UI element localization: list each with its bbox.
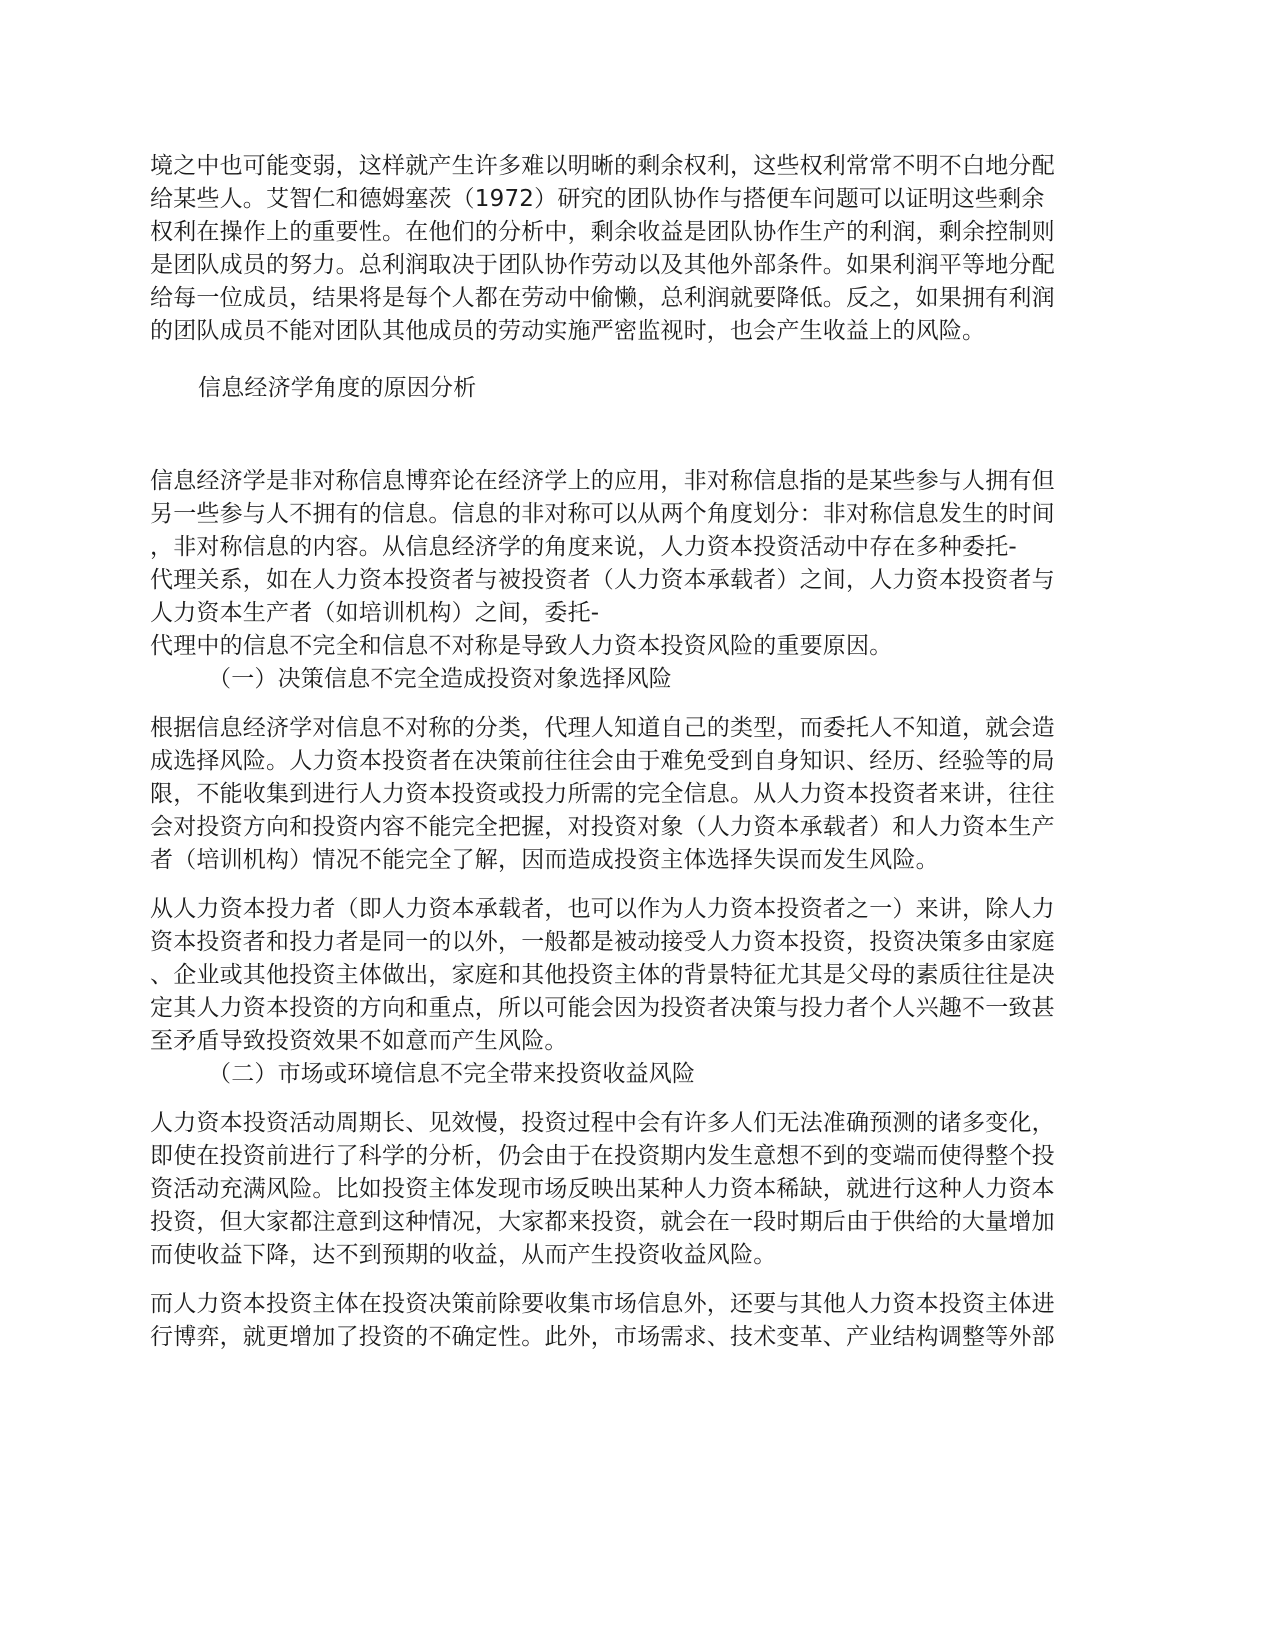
text-line: 人力资本生产者（如培训机构）之间，委托- [150,600,600,626]
text-line: 定其人力资本投资的方向和重点，所以可能会因为投资者决策与投力者个人兴趣不一致甚 [150,995,1055,1021]
document-page [150,150,1125,1354]
text-line: 给某些人。艾智仁和德姆塞茨（1972）研究的团队协作与搭便车问题可以证明这些剩余 [150,186,1045,212]
text-line: 根据信息经济学对信息不对称的分类，代理人知道自己的类型，而委托人不知道，就会造 [150,715,1055,741]
text-line: 另一些参与人不拥有的信息。信息的非对称可以从两个角度划分：非对称信息发生的时间 [150,501,1055,527]
text-line: 代理中的信息不完全和信息不对称是导致人力资本投资风险的重要原因。 [150,633,893,659]
text-line: 会对投资方向和投资内容不能完全把握，对投资对象（人力资本承载者）和人力资本生产 [150,814,1055,840]
paragraph-selection-risk [150,712,1125,877]
text-line: 权利在操作上的重要性。在他们的分析中，剩余收益是团队协作生产的利润，剩余控制则 [150,219,1055,245]
text-line: 资活动充满风险。比如投资主体发现市场反映出某种人力资本稀缺，就进行这种人力资本 [150,1176,1055,1202]
paragraph-return-risk [150,1107,1125,1272]
subsection-heading-1: （一）决策信息不完全造成投资对象选择风险 [208,666,672,692]
paragraph-residual-rights [150,150,1125,348]
text-line: 行博弈，就更增加了投资的不确定性。此外，市场需求、技术变革、产业结构调整等外部 [150,1324,1055,1350]
text-line: 至矛盾导致投资效果不如意而产生风险。 [150,1028,568,1054]
text-line: 给每一位成员，结果将是每个人都在劳动中偷懒，总利润就要降低。反之，如果拥有利润 [150,285,1055,311]
text-line: 是团队成员的努力。总利润取决于团队协作劳动以及其他外部条件。如果利润平等地分配 [150,252,1055,278]
text-line: 成选择风险。人力资本投资者在决策前往往会由于难免受到自身知识、经历、经验等的局 [150,748,1055,774]
text-line: 限，不能收集到进行人力资本投资或投力所需的完全信息。从人力资本投资者来讲，往往 [150,781,1055,807]
text-line: 、企业或其他投资主体做出，家庭和其他投资主体的背景特征尤其是父母的素质往往是决 [150,962,1055,988]
subsection-heading-2: （二）市场或环境信息不完全带来投资收益风险 [208,1061,696,1087]
text-line: 境之中也可能变弱，这样就产生许多难以明晰的剩余权利，这些权利常常不明不白地分配 [150,153,1055,179]
paragraph-bearer-perspective [150,893,1125,1058]
text-line: 人力资本投资活动周期长、见效慢，投资过程中会有许多人们无法准确预测的诸多变化， [150,1110,1055,1136]
section-heading: 信息经济学角度的原因分析 [198,375,477,401]
text-line: 即使在投资前进行了科学的分析，仍会由于在投资期内发生意想不到的变端而使得整个投 [150,1143,1055,1169]
text-line: 而使收益下降，达不到预期的收益，从而产生投资收益风险。 [150,1242,777,1268]
text-line: 信息经济学是非对称信息博弈论在经济学上的应用，非对称信息指的是某些参与人拥有但 [150,468,1055,494]
text-line: 的团队成员不能对团队其他成员的劳动实施严密监视时，也会产生收益上的风险。 [150,318,986,344]
text-line: ，非对称信息的内容。从信息经济学的角度来说，人力资本投资活动中存在多种委托- [150,534,1017,560]
text-line: 投资，但大家都注意到这种情况，大家都来投资，就会在一段时期后由于供给的大量增加 [150,1209,1055,1235]
text-line: 代理关系，如在人力资本投资者与被投资者（人力资本承载者）之间，人力资本投资者与 [150,567,1055,593]
text-line: 从人力资本投力者（即人力资本承载者，也可以作为人力资本投资者之一）来讲，除人力 [150,896,1055,922]
text-line: 资本投资者和投力者是同一的以外，一般都是被动接受人力资本投资，投资决策多由家庭 [150,929,1055,955]
text-line: 而人力资本投资主体在投资决策前除要收集市场信息外，还要与其他人力资本投资主体进 [150,1291,1055,1317]
text-line: 者（培训机构）情况不能完全了解，因而造成投资主体选择失误而发生风险。 [150,847,939,873]
paragraph-information-economics [150,465,1125,663]
paragraph-game-uncertainty [150,1288,1125,1354]
